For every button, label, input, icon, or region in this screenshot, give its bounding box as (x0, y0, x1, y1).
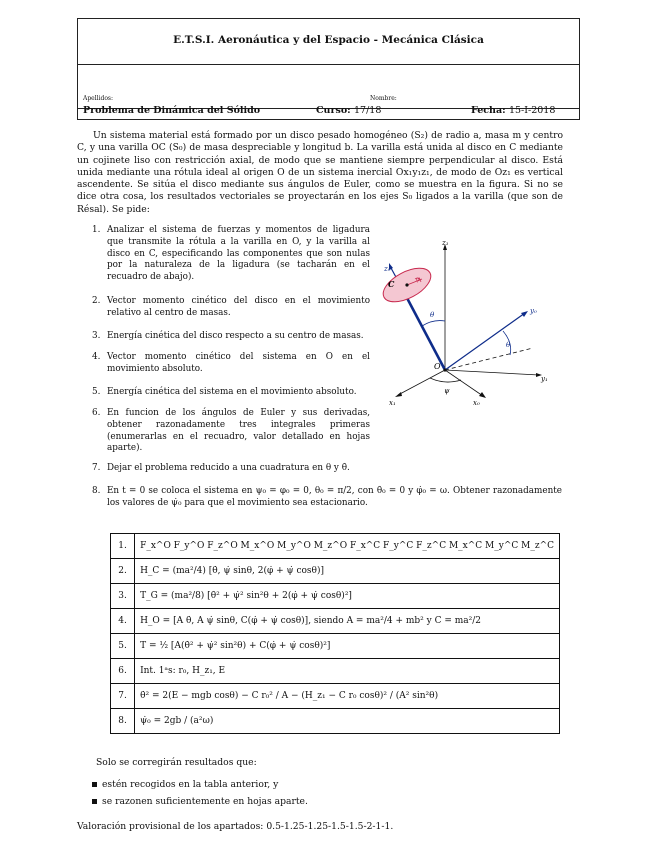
table-row: 7. θ̇² = 2(E − mgb cosθ) − C r₀² / A − (H_z₁ − C r₀ cosθ)² / (A² sin²θ) (111, 684, 560, 709)
header-box (77, 18, 580, 120)
correction-note: Solo se corregirán resultados que: (96, 757, 257, 768)
phi-label: φ (416, 276, 421, 283)
intro-paragraph: Un sistema material está formado por un disco pesado homogéneo (S₂) de radio a, masa m y centro C, y una varilla OC (S₀) de masa despreciable y longitud b. La varilla está unida al disco en C mediante un cojinete liso con restricción axial, de modo que se mantiene siempre perpendicular al disco. Está unida mediante una rótula ideal al origen O de un sistema inercial Ox₁y₁z₁, de modo de Oz₁ es vertical ascendente. Se sitúa el disco mediante sus ángulos de Euler, como se muestra en la figura. Si no se dice otra cosa, los resultados vectoriales se proyectarán en los ejes S₀ ligados a la varilla (que son de Résal). Se pide: (77, 130, 563, 215)
theta-label-2: θ (506, 341, 511, 349)
y1-axis (445, 370, 539, 375)
bullet-item-1: estén recogidos en la tabla anterior, y (92, 779, 278, 790)
x0-label: x₀ (473, 399, 480, 407)
y0-axis (445, 313, 525, 370)
table-row: 1. F_x^O F_y^O F_z^O M_x^O M_y^O M_z^O F_x^C F_y^C F_z^C M_x^C M_y^C M_z^C (111, 534, 560, 559)
curso-label: Curso: (316, 105, 351, 116)
table-cell: T = ½ [A(θ̇² + ψ̇² sin²θ) + C(φ̇ + ψ̇ cosθ)²] (135, 634, 560, 659)
psi-label: ψ (444, 387, 450, 395)
table-cell: H_O = [A θ̇, A ψ̇ sinθ, C(φ̇ + ψ̇ cosθ)], siendo A = ma²/4 + mb² y C = ma²/2 (135, 609, 560, 634)
x1-label: x₁ (389, 399, 396, 407)
x1-axis (398, 370, 445, 395)
theta-label-1: θ (430, 311, 435, 319)
z1-label: z₁ (442, 239, 449, 247)
euler-angles-figure (375, 235, 565, 410)
results-table (110, 533, 560, 734)
table-row: 3. T_G = (ma²/8) [θ̇² + ψ̇² sin²θ + 2(φ̇ + ψ̇ cosθ)²] (111, 584, 560, 609)
course-title: E.T.S.I. Aeronáutica y del Espacio - Mecánica Clásica (173, 34, 484, 46)
table-cell: H_C = (ma²/4) [θ̇, ψ̇ sinθ, 2(φ̇ + ψ̇ cosθ)] (135, 559, 560, 584)
psi-arc (430, 378, 461, 382)
theta-arc-1 (422, 321, 445, 326)
valoracion: Valoración provisional de los apartados: 0.5-1.25-1.25-1.5-1.5-2-1-1. (77, 821, 394, 832)
bullet-icon (92, 782, 97, 787)
curso-value: 17/18 (353, 105, 382, 116)
header-title-row (78, 19, 579, 65)
table-cell: Int. 1ᵃs: r₀, H_z₁, E (135, 659, 560, 684)
table-row: 8. ψ̇₀ = 2gb / (a²ω) (111, 709, 560, 734)
o-label: O (434, 362, 441, 371)
bullet-icon (92, 799, 97, 804)
problem-row (78, 105, 579, 119)
y1-label: y₁ (541, 375, 548, 383)
fecha-label: Fecha: (471, 105, 506, 116)
table-cell: F_x^O F_y^O F_z^O M_x^O M_y^O M_z^O F_x^C F_y^C F_z^C M_x^C M_y^C M_z^C (135, 534, 560, 559)
x0-axis (445, 370, 483, 396)
name-row (78, 64, 579, 109)
nombre-label: Nombre: (370, 95, 397, 102)
z0-label: z₀ (384, 265, 391, 273)
c-label: C (388, 279, 395, 289)
table-row: 2. H_C = (ma²/4) [θ̇, ψ̇ sinθ, 2(φ̇ + ψ̇ cosθ)] (111, 559, 560, 584)
table-row: 4. H_O = [A θ̇, A ψ̇ sinθ, C(φ̇ + ψ̇ cosθ)], siendo A = ma²/4 + mb² y C = ma²/2 (111, 609, 560, 634)
table-row: 5. T = ½ [A(θ̇² + ψ̇² sin²θ) + C(φ̇ + ψ̇ cosθ)²] (111, 634, 560, 659)
fecha-value: 15-I-2018 (508, 105, 556, 116)
y0-label: y₀ (530, 307, 537, 315)
apellidos-label: Apellidos: (83, 95, 114, 102)
table-row: 6. Int. 1ᵃs: r₀, H_z₁, E (111, 659, 560, 684)
problem-title: Problema de Dinámica del Sólido (83, 105, 261, 116)
table-cell: θ̇² = 2(E − mgb cosθ) − C r₀² / A − (H_z₁ − C r₀ cosθ)² / (A² sin²θ) (135, 684, 560, 709)
table-cell: ψ̇₀ = 2gb / (a²ω) (135, 709, 560, 734)
table-cell: T_G = (ma²/8) [θ̇² + ψ̇² sin²θ + 2(φ̇ + ψ̇ cosθ)²] (135, 584, 560, 609)
projection-dashed-line (445, 348, 533, 370)
bullet-item-2: se razonen suficientemente en hojas aparte. (92, 796, 308, 807)
